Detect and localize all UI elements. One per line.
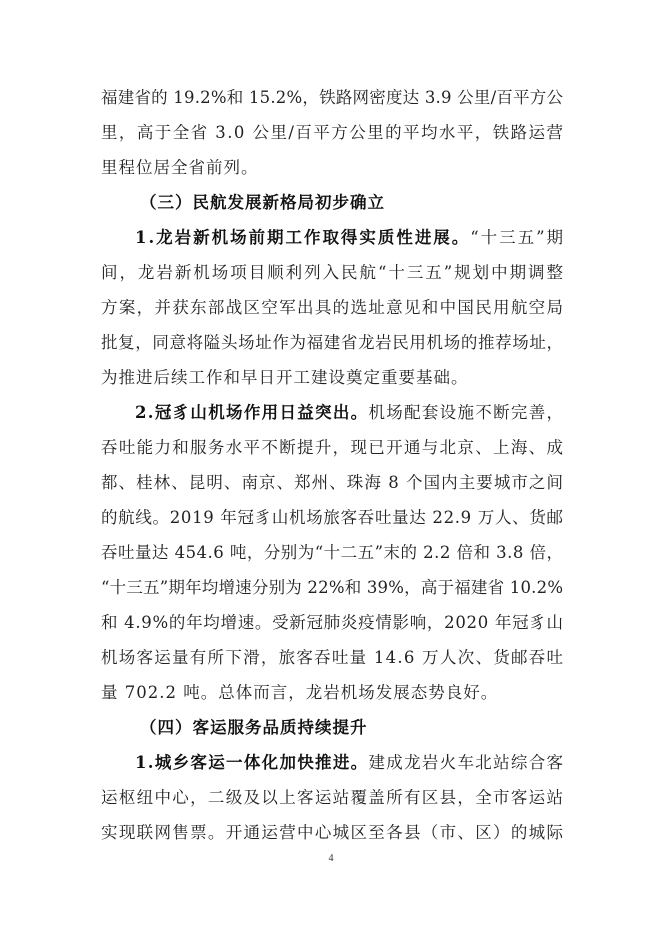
text-segment: 建成龙岩火车北站综合客 bbox=[368, 753, 565, 772]
bold-lead-text: 2.冠豸山机场作用日益突出。 bbox=[135, 403, 369, 422]
text-line bbox=[101, 605, 564, 640]
text-segment: 吞吐能力和服务水平不断提升，现已开通与北京、上海、成 bbox=[101, 438, 565, 457]
text-segment: 批复，同意将隘头场址作为福建省龙岩民用机场的推荐场址， bbox=[101, 333, 564, 352]
text-line bbox=[135, 395, 564, 430]
text-segment: 机场客运量有所下滑，旅客吞吐量 14.6 万人次、货邮吞吐 bbox=[101, 648, 565, 667]
text-line bbox=[101, 675, 498, 710]
text-line bbox=[101, 640, 564, 675]
section-heading bbox=[140, 185, 385, 220]
text-line bbox=[135, 220, 565, 255]
text-line bbox=[101, 255, 565, 290]
bold-lead-text: （四）客运服务品质持续提升 bbox=[140, 718, 368, 737]
text-segment: 运枢纽中心，二级及以上客运站覆盖所有区县，全市客运站 bbox=[101, 788, 565, 807]
text-segment: 的航线。2019 年冠豸山机场旅客吞吐量达 22.9 万人、货邮 bbox=[101, 508, 564, 527]
text-line bbox=[101, 465, 564, 500]
text-line bbox=[135, 745, 564, 780]
text-line bbox=[101, 430, 564, 465]
text-segment: “十三五”期年均增速分别为 22%和 39%，高于福建省 10.2% bbox=[101, 578, 564, 597]
text-line bbox=[101, 815, 564, 850]
text-segment: 里，高于全省 3.0 公里/百平方公里的平均水平，铁路运营 bbox=[101, 123, 565, 142]
text-segment: 里程位居全省前列。 bbox=[101, 158, 259, 177]
bold-lead-text: 1.龙岩新机场前期工作取得实质性进展。 bbox=[135, 228, 471, 247]
text-line bbox=[101, 150, 259, 185]
bold-lead-text: 1.城乡客运一体化加快推进。 bbox=[135, 753, 369, 772]
text-segment: 都、桂林、昆明、南京、郑州、珠海 8 个国内主要城市之间 bbox=[101, 473, 565, 492]
section-heading bbox=[140, 710, 368, 745]
text-segment: 机场配套设施不断完善， bbox=[368, 403, 565, 422]
text-line bbox=[101, 115, 564, 150]
text-segment: 为推进后续工作和早日开工建设奠定重要基础。 bbox=[101, 368, 469, 387]
text-line bbox=[101, 80, 563, 115]
text-segment: 实现联网售票。开通运营中心城区至各县（市、区）的城际 bbox=[101, 823, 565, 842]
text-line bbox=[101, 780, 564, 815]
text-line bbox=[101, 500, 564, 535]
text-segment: 和 4.9%的年均增速。受新冠肺炎疫情影响，2020 年冠豸山 bbox=[101, 613, 564, 632]
text-line bbox=[101, 290, 564, 325]
text-line bbox=[101, 535, 563, 570]
text-segment: 福建省的 19.2%和 15.2%，铁路网密度达 3.9 公里/百平方公 bbox=[101, 88, 564, 107]
text-segment: 间，龙岩新机场项目顺利列入民航“十三五”规划中期调整 bbox=[101, 263, 565, 282]
text-segment: 吞吐量达 454.6 吨，分别为“十二五”末的 2.2 倍和 3.8 倍， bbox=[101, 543, 564, 562]
text-line bbox=[101, 325, 564, 360]
text-line bbox=[101, 570, 563, 605]
bold-lead-text: （三）民航发展新格局初步确立 bbox=[140, 193, 385, 212]
text-segment: 量 702.2 吨。总体而言，龙岩机场发展态势良好。 bbox=[101, 683, 499, 702]
text-segment: 方案，并获东部战区空军出具的选址意见和中国民用航空局 bbox=[101, 298, 565, 317]
text-line bbox=[101, 360, 469, 395]
text-segment: “十三五”期 bbox=[470, 228, 565, 247]
page-number: 4 bbox=[328, 853, 334, 864]
